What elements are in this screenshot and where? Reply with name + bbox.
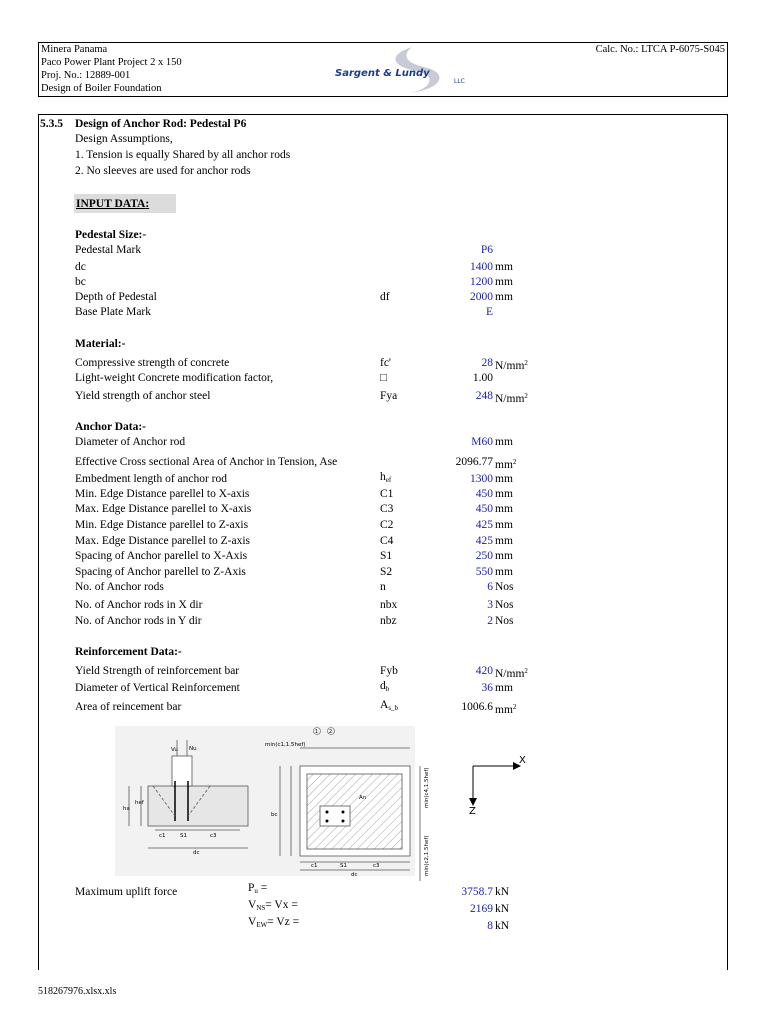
- value-vew: 8: [487, 920, 493, 932]
- axis-indicator: [465, 750, 535, 815]
- value-asb: 1006.6: [461, 701, 493, 713]
- label-dc-plan: dc: [351, 872, 358, 876]
- unit-nbz: Nos: [495, 615, 514, 627]
- project-number: Proj. No.: 12889-001: [41, 70, 131, 81]
- unit-asb: $mm^2$: [495, 703, 517, 716]
- value-n: 6: [487, 581, 493, 593]
- label-c1: Min. Edge Distance parellel to X-axis: [75, 488, 250, 500]
- value-base-plate: E: [485, 306, 493, 318]
- label-dc: dc: [75, 261, 86, 273]
- symbol-depth: df: [380, 291, 390, 303]
- unit-c4: mm: [495, 535, 513, 547]
- unit-n: Nos: [495, 581, 514, 593]
- label-an: An: [359, 795, 367, 801]
- value-fyb: 420: [475, 665, 493, 677]
- label-max-uplift: Maximum uplift force: [75, 886, 178, 898]
- unit-vns: kN: [495, 903, 510, 915]
- value-vns: 2169: [470, 903, 493, 915]
- symbol-pu: $P_u$ =: [248, 882, 268, 895]
- assumption-1: 1. Tension is equally Shared by all anchor rods: [75, 149, 291, 161]
- value-c2: 425: [475, 519, 493, 531]
- symbol-fyb: Fyb: [380, 665, 398, 677]
- symbol-fc: fc': [380, 357, 392, 369]
- label-hef-elev: hef: [135, 800, 144, 806]
- symbol-s2: S2: [380, 566, 393, 578]
- label-c1-elev: c1: [159, 833, 166, 839]
- logo-suffix: LLC: [454, 78, 465, 85]
- value-lambda: 1.00: [472, 372, 493, 384]
- label-right-dim-top: min(c4,1.5hef): [424, 767, 430, 808]
- label-circle-2: 2: [329, 729, 333, 735]
- unit-dia: mm: [495, 436, 513, 448]
- unit-fc: $N/mm^2$: [495, 359, 528, 372]
- unit-dc: mm: [495, 261, 513, 273]
- symbol-c4: C4: [380, 535, 394, 547]
- symbol-hef: $h_{ef}$: [380, 471, 392, 484]
- label-nu: Nu: [189, 746, 197, 752]
- label-c3-plan: c3: [373, 863, 380, 869]
- label-fyb: Yield Strength of reinforcement bar: [75, 665, 240, 677]
- value-fya: 248: [475, 390, 493, 402]
- label-s2: Spacing of Anchor parellel to Z-Axis: [75, 566, 246, 578]
- symbol-c2: C2: [380, 519, 394, 531]
- label-dc-elev: dc: [193, 850, 200, 856]
- label-bc-plan: bc: [271, 812, 278, 818]
- section-title: Design of Anchor Rod: Pedestal P6: [75, 118, 247, 130]
- anchor-bolt-1: [326, 811, 329, 814]
- label-c3: Max. Edge Distance parellel to X-axis: [75, 503, 252, 515]
- unit-fya: $N/mm^2$: [495, 392, 528, 405]
- label-right-dim-bottom: min(c2,1.5hef): [424, 835, 430, 876]
- label-nbz: No. of Anchor rods in Y dir: [75, 615, 202, 627]
- value-c3: 450: [475, 503, 493, 515]
- label-c2: Min. Edge Distance parellel to Z-axis: [75, 519, 249, 531]
- label-ha: ha: [123, 806, 130, 812]
- unit-hef: mm: [495, 473, 513, 485]
- label-c4: Max. Edge Distance parellel to Z-axis: [75, 535, 250, 547]
- unit-vew: kN: [495, 920, 510, 932]
- group-reinforcement: Reinforcement Data:-: [75, 646, 182, 658]
- section-number: 5.3.5: [40, 118, 63, 130]
- group-anchor: Anchor Data:-: [75, 421, 147, 433]
- symbol-db: $d_b$: [380, 680, 390, 693]
- label-c1-plan: c1: [311, 863, 318, 869]
- label-vu: Vu: [171, 747, 178, 753]
- value-c4: 425: [475, 535, 493, 547]
- calc-title: Design of Boiler Foundation: [41, 83, 162, 94]
- label-circle-1: 1: [315, 729, 319, 735]
- unit-ase: $mm^2$: [495, 458, 517, 471]
- anchor-bolt-2: [342, 811, 345, 814]
- value-nbz: 2: [487, 615, 493, 627]
- company-logo: [332, 45, 482, 95]
- label-asb: Area of reincement bar: [75, 701, 182, 713]
- label-fc: Compressive strength of concrete: [75, 357, 230, 369]
- project-name: Paco Power Plant Project 2 x 150: [41, 57, 182, 68]
- anchor-bolt-3: [326, 820, 329, 823]
- label-pedestal-mark: Pedestal Mark: [75, 244, 142, 256]
- symbol-nbx: nbx: [380, 599, 398, 611]
- unit-pu: kN: [495, 886, 510, 898]
- label-axis-z: Z: [469, 806, 476, 815]
- label-bc: bc: [75, 276, 86, 288]
- value-pedestal-mark: P6: [480, 244, 493, 256]
- unit-bc: mm: [495, 276, 513, 288]
- label-top-dim: min(c1,1.5hef): [265, 742, 306, 748]
- label-n: No. of Anchor rods: [75, 581, 164, 593]
- unit-nbx: Nos: [495, 599, 514, 611]
- symbol-vns: $V_{NS}= Vx$ =: [248, 899, 298, 912]
- z-axis-arrow-icon: [469, 798, 477, 806]
- anchor-bolt-4: [342, 820, 345, 823]
- value-ase: 2096.77: [455, 456, 493, 468]
- value-hef: 1300: [470, 473, 493, 485]
- symbol-n: n: [380, 581, 386, 593]
- label-fya: Yield strength of anchor steel: [75, 390, 211, 402]
- label-s1: Spacing of Anchor parellel to X-Axis: [75, 550, 248, 562]
- unit-depth: mm: [495, 291, 513, 303]
- symbol-fya: Fya: [380, 390, 398, 402]
- value-dc: 1400: [470, 261, 493, 273]
- input-data-title: INPUT DATA:: [76, 198, 150, 210]
- label-s1-plan: S1: [340, 863, 347, 869]
- symbol-lambda: □: [380, 372, 387, 384]
- symbol-asb: $A_{s\_b}$: [380, 699, 399, 712]
- label-base-plate: Base Plate Mark: [75, 306, 152, 318]
- label-db: Diameter of Vertical Reinforcement: [75, 682, 240, 694]
- unit-c2: mm: [495, 519, 513, 531]
- value-fc: 28: [481, 357, 493, 369]
- value-s1: 250: [475, 550, 493, 562]
- unit-db: mm: [495, 682, 513, 694]
- label-nbx: No. of Anchor rods in X dir: [75, 599, 203, 611]
- label-hef: Embedment length of anchor rod: [75, 473, 228, 485]
- value-s2: 550: [475, 566, 493, 578]
- label-lambda: Light-weight Concrete modification factor,: [75, 372, 274, 384]
- label-c3-elev: c3: [210, 833, 217, 839]
- anchor-diagram: [115, 726, 415, 876]
- label-depth: Depth of Pedestal: [75, 291, 157, 303]
- symbol-nbz: nbz: [380, 615, 397, 627]
- value-c1: 450: [475, 488, 493, 500]
- label-s1-elev: S1: [180, 833, 187, 839]
- symbol-c3: C3: [380, 503, 394, 515]
- logo-text: Sargent & Lundy: [335, 68, 430, 79]
- title-block: [38, 42, 728, 97]
- label-dia: Diameter of Anchor rod: [75, 436, 186, 448]
- client-name: Minera Panama: [41, 44, 108, 55]
- calc-number: Calc. No.: LTCA P-6075-S045: [595, 44, 725, 55]
- group-material: Material:-: [75, 338, 126, 350]
- assumption-2: 2. No sleeves are used for anchor rods: [75, 165, 251, 177]
- label-axis-x: X: [519, 755, 526, 766]
- assumptions-title: Design Assumptions,: [75, 133, 173, 145]
- value-depth: 2000: [470, 291, 493, 303]
- plan-side-dims: [415, 766, 435, 886]
- unit-fyb: $N/mm^2$: [495, 667, 528, 680]
- value-dia: M60: [471, 436, 493, 448]
- label-ase: Effective Cross sectional Area of Anchor in Tension, Ase: [75, 456, 338, 468]
- value-db: 36: [481, 682, 493, 694]
- unit-c1: mm: [495, 488, 513, 500]
- unit-s1: mm: [495, 550, 513, 562]
- symbol-s1: S1: [380, 550, 393, 562]
- symbol-c1: C1: [380, 488, 394, 500]
- unit-c3: mm: [495, 503, 513, 515]
- group-pedestal: Pedestal Size:-: [75, 229, 147, 241]
- value-pu: 3758.7: [461, 886, 493, 898]
- value-nbx: 3: [487, 599, 493, 611]
- file-name-footer: 518267976.xlsx.xls: [38, 986, 117, 997]
- symbol-vew: $V_{EW}= Vz$ =: [248, 916, 300, 929]
- unit-s2: mm: [495, 566, 513, 578]
- value-bc: 1200: [470, 276, 493, 288]
